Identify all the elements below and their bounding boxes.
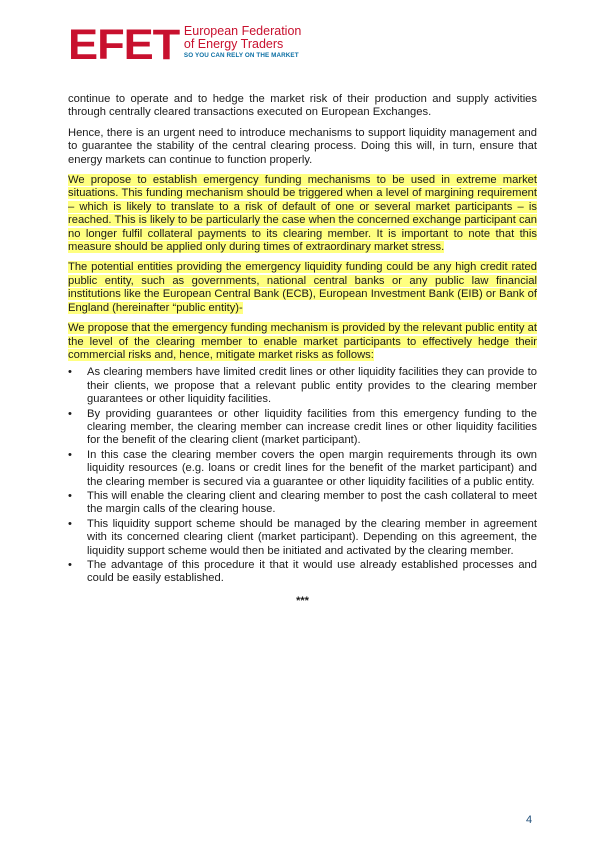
highlighted-text: We propose to establish emergency funding mechanisms to be used in extreme market situations. This funding mechanism should be triggered when a level of margining requirement – which is likely to translate to a risk of default of one or several market participants – is reached. This is likely to be particularly the case when the concerned exchange participant can no longer fulfil collateral payments to its clearing member. It is important to note that this measure should be applied only during times of extraordinary market stress. <box>68 174 537 254</box>
bullet-icon: • <box>68 407 72 420</box>
bullet-icon: • <box>68 489 72 502</box>
logo-text <box>184 25 301 61</box>
list-item <box>68 408 537 448</box>
list-item <box>68 518 537 558</box>
paragraph-3 <box>68 174 537 254</box>
bullet-icon: • <box>68 366 72 379</box>
org-tagline: SO YOU CAN RELY ON THE MARKET <box>183 52 299 59</box>
list-item-text: As clearing members have limited credit lines or other liquidity facilities they can provide to their clients, we propose that a relevant public entity provides to the clearing member guarantees or other liquidity facilities. <box>87 366 537 406</box>
org-name-line2: of Energy Traders <box>183 37 284 51</box>
list-item-text: In this case the clearing member covers the open margin requirements through its own liquidity resources (e.g. loans or credit lines for the benefit of the market participant) and the clearing member is secured via a guarantee or other liquidity facilities of a public entity. <box>87 448 537 488</box>
page-number: 4 <box>526 814 533 826</box>
paragraph-2: Hence, there is an urgent need to introduce mechanisms to support liquidity management and to guarantee the stability of the central clearing process. Doing this will, in turn, ensure that energy markets can continue to function properly. <box>68 126 537 166</box>
list-item <box>68 366 537 406</box>
list-item-text: This liquidity support scheme should be managed by the clearing member in agreement with its concerned clearing client (market participant). Depending on this agreement, the liquidity support scheme would then be initiated and activated by the clearing member. <box>87 517 537 557</box>
org-name-line1: European Federation <box>183 24 302 38</box>
efet-logo <box>68 21 302 69</box>
list-item <box>68 559 537 586</box>
logo-mark: EFET <box>68 21 180 69</box>
highlighted-text: We propose that the emergency funding mechanism is provided by the relevant public entity at the level of the clearing member to enable market participants to effectively hedge their commercial risks and, hence, mitigate market risks as follows: <box>68 322 537 361</box>
paragraph-5 <box>68 322 537 362</box>
bullet-icon: • <box>68 448 72 461</box>
document-body <box>68 93 537 608</box>
paragraph-1: continue to operate and to hedge the market risk of their production and supply activities through centrally cleared transactions executed on European Exchanges. <box>68 93 537 119</box>
bullet-icon: • <box>68 517 72 530</box>
list-item <box>68 490 537 517</box>
list-item <box>68 449 537 489</box>
list-item-text: By providing guarantees or other liquidity facilities from this emergency funding to the clearing member, the clearing member can increase credit lines or other liquidity facilities for the benefit of the clearing client (market participant). <box>87 407 537 447</box>
bullet-list <box>68 366 537 586</box>
highlighted-text: The potential entities providing the emergency liquidity funding could be any high credit rated public entity, such as governments, national central banks or any public law financial institutions like the European Central Bank (ECB), European Investment Bank (EIB) or Bank of England (hereinafter “public entity)- <box>68 261 537 314</box>
section-separator: *** <box>296 594 309 607</box>
bullet-icon: • <box>68 559 72 571</box>
list-item-text: The advantage of this procedure it that it would use already established processes and could be easily established. <box>87 559 537 585</box>
list-item-text: This will enable the clearing client and clearing member to post the cash collateral to meet the margin calls of the clearing house. <box>87 489 537 516</box>
paragraph-4 <box>68 261 537 315</box>
